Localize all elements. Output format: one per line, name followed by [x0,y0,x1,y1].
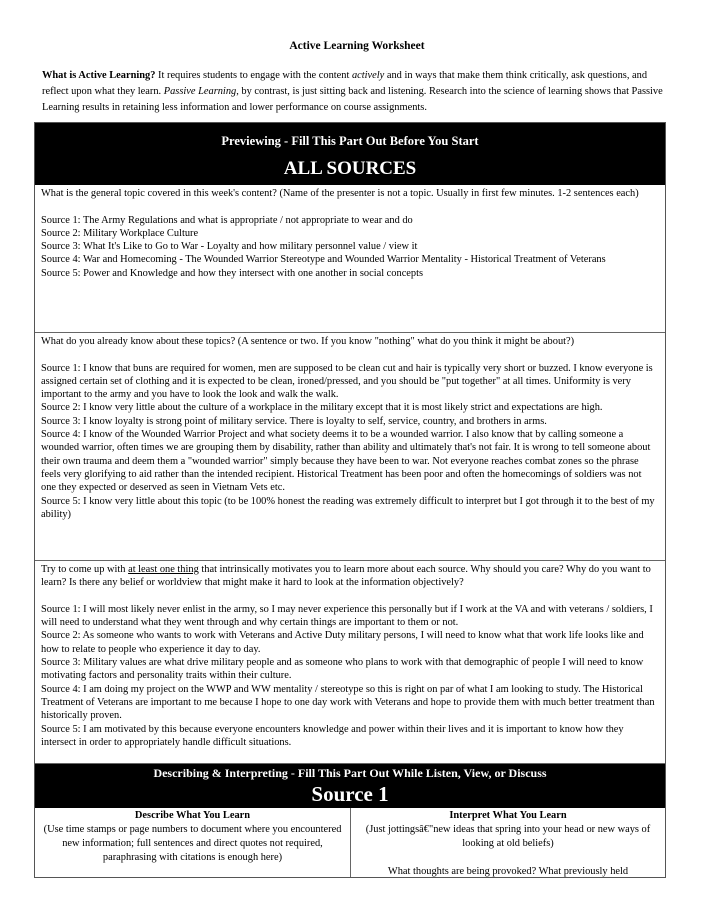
prior-knowledge-answer-4: Source 4: I know of the Wounded Warrior Project and what society deems it to be a wounded warrior. I also know that by calling someone a wounded warrior, often times we are grouping them by disability, rather than ability and ultimately that's not fair. It is wrong to tell someone about their own trauma and deem them a "wounded warrior" simply because they have been to war. Not everyone reaches combat zones so the phrase feels very glorifying to aid rather than the intended recipient. Historical Treatment has been poor and often the homecomings of soldiers was not one they expected or deserved as seen in Vietnam Vets etc. [41,429,651,494]
interpret-column[interactable] [350,808,665,877]
motivation-answer-3: Source 3: Military values are what drive military people and as someone who plans to work with that demographic of people I will need to know motivating factors and personality traits within their culture. [41,657,644,682]
motivation-question-underline: at least one thing [128,564,199,575]
interpret-column-prompt: What thoughts are being provoked? What previously held [387,866,629,877]
topic-answer-1: Source 1: The Army Regulations and what is appropriate / not appropriate to wear and do [41,214,413,226]
intro-question-label: What is Active Learning? [42,70,156,81]
describing-header [35,764,665,808]
topic-answer-2: Source 2: Military Workplace Culture [41,227,199,239]
prior-knowledge-cell[interactable] [35,333,665,561]
describing-header-title: Describing & Interpreting - Fill This Part Out While Listen, View, or Discuss [153,766,547,780]
describe-column-title: Describe What You Learn [134,810,251,821]
interpret-column-title: Interpret What You Learn [449,810,567,821]
topic-answer-3: Source 3: What It's Like to Go to War - Loyalty and how military personnel value / view it [41,241,418,253]
prior-knowledge-answer-3: Source 3: I know loyalty is strong point of military service. There is loyalty to self, service, country, and brothers in arms. [41,415,547,427]
motivation-question-part-2: that intrinsically motivates you to learn more about each source. Why should you care? Why do you want to learn? Is there any belief or worldview that might make it hard to look at the information objectively? [41,564,651,589]
prior-knowledge-answer-1: Source 1: I know that buns are required for women, men are supposed to be clean cut and hair is typically very short or buzzed. I know everyone is assigned certain set of clothing and it is expected to be clean, ironed/pressed, and you should be "put together" at all times. Uniformity is very important to the army and you have to look the look and walk the walk. [41,362,653,401]
motivation-cell[interactable] [35,561,665,764]
source-1-heading: Source 1 [311,782,389,806]
interpret-column-instructions: (Just jottingsâ€"new ideas that spring into your head or new ways of looking at old beliefs) [365,824,651,849]
previewing-header-title: Previewing - Fill This Part Out Before You Start [221,134,479,148]
previewing-header [35,123,665,185]
prior-knowledge-answer-5: Source 5: I know very little about this topic (to be 100% honest the reading was extremely difficult to interpret but I got through it to the best of my ability) [41,495,655,520]
all-sources-heading: ALL SOURCES [283,158,417,179]
motivation-answer-2: Source 2: As someone who wants to work with Veterans and Active Duty military persons, I will need to know what that work life looks like and how to relate to people who experience it day to day. [41,630,644,655]
topic-answer-5: Source 5: Power and Knowledge and how they intersect with one another in social concepts [41,267,424,279]
topic-answer-4: Source 4: War and Homecoming - The Wounded Warrior Stereotype and Wounded Warrior Mentality - Historical Treatment of Veterans [41,254,606,266]
intro-text-2: and in ways that make them think critically, ask questions, and reflect upon what they learn. [42,70,648,97]
worksheet-table [34,122,666,878]
intro-paragraph [42,68,672,116]
motivation-answer-1: Source 1: I will most likely never enlist in the army, so I may never experience this personally but if I work at the VA and with veterans / soldiers, I will need to understand what they went through and why certain things are important to them or not. [41,603,653,629]
topic-cell[interactable] [35,185,665,333]
motivation-answer-4: Source 4: I am doing my project on the WWP and WW mentality / stereotype so this is right on par of what I am looking to study. The Historical Treatment of Veterans are important to me because I hope to one day work with Veterans and hope to provide them with much better treatment than historically proven. [41,683,655,722]
motivation-question-part-1: Try to come up with [41,564,129,575]
intro-text-3: , by contrast, is just sitting back and listening. Research into the science of learning shows that Passive Learning results in retaining less information and lower performance on course assignments. [42,86,663,113]
motivation-question [41,563,659,590]
describe-column[interactable] [35,808,350,877]
prior-knowledge-answer-2: Source 2: I know very little about the culture of a workplace in the military except that it is most likely strict and expectations are high. [41,402,603,414]
motivation-answer-5: Source 5: I am motivated by this because everyone encounters knowledge and power within their lives and it is important to know how they intersect in order to appropriately handle difficult situations. [41,723,624,748]
describe-column-instructions: (Use time stamps or page numbers to document where you encountered new information; full sentences and direct quotes not required, paraphrasing with citations is enough here) [43,824,342,863]
topic-question: What is the general topic covered in this week's content? (Name of the presenter is not a topic. Usually in first few minutes. 1-2 sentences each) [41,188,639,199]
intro-emphasis-actively: actively [351,70,385,81]
describe-interpret-row [35,808,665,877]
worksheet-title: Active Learning Worksheet [289,40,425,52]
intro-text-1: It requires students to engage with the content [155,70,352,81]
intro-emphasis-passive: Passive Learning [163,86,237,97]
prior-knowledge-question: What do you already know about these topics? (A sentence or two. If you know "nothing" what do you think it might be about?) [41,336,575,347]
